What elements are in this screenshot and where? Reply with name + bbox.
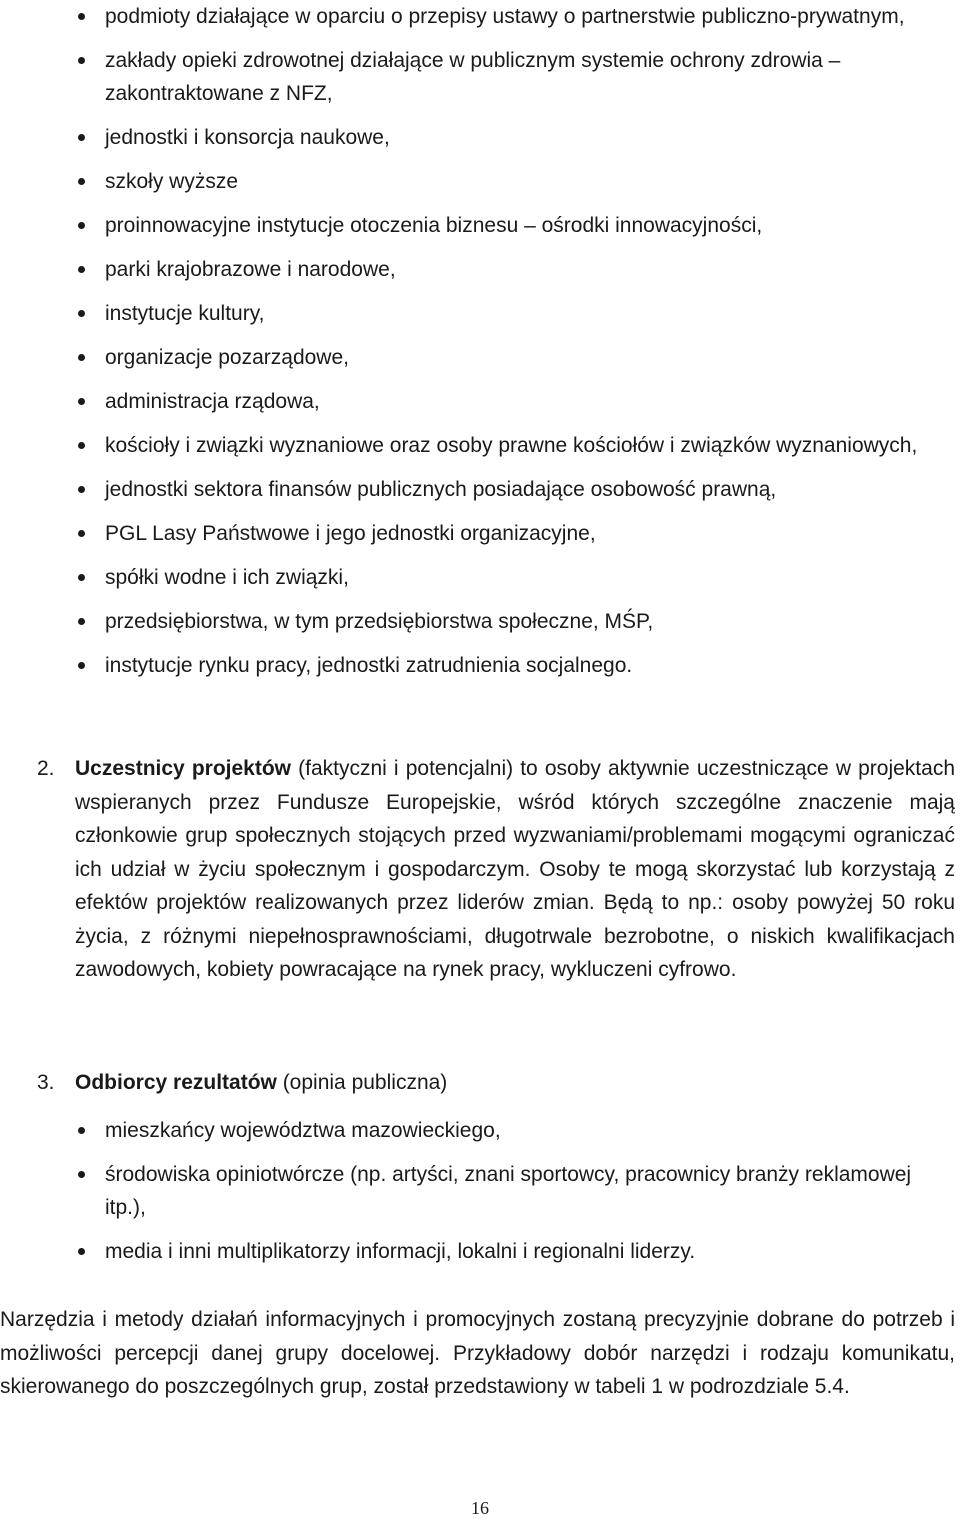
bullet-icon (78, 134, 85, 141)
item-text: (faktyczni i potencjalni) to osoby aktywnie uczestniczące w projektach wspieranych przez Fundusze Europejskie, wśród których szczególne znaczenie mają członkowie grup społecznych stojących przed wyzwaniami/problemami mogącymi ograniczać ich udział w życiu społecznym i gospodarczym. Osoby te mogą skorzystać lub korzystają z efektów projektów realizowanych przez liderów zmian. Będą to np.: osoby powyżej 50 roku życia, z różnymi niepełnosprawnościami, długotrwale bezrobotne, o niskich kwalifikacjach zawodowych, kobiety powracające na rynek pracy, wykluczeni cyfrowo. (75, 757, 955, 981)
list-item-text: podmioty działające w oparciu o przepisy ustawy o partnerstwie publiczno-prywatnym, (105, 5, 905, 28)
list-item (0, 1158, 960, 1224)
list-item (0, 473, 960, 506)
item-body (75, 752, 955, 987)
list-item-text: przedsiębiorstwa, w tym przedsiębiorstwa społeczne, MŚP, (105, 610, 654, 633)
eligible-entities-list (0, 0, 960, 693)
item-number: 3. (37, 1071, 55, 1094)
bullet-icon (78, 662, 85, 669)
bullet-icon (78, 618, 85, 625)
bullet-icon (78, 354, 85, 361)
list-item-text: media i inni multiplikatorzy informacji, lokalni i regionalni liderzy. (105, 1240, 696, 1263)
bullet-icon (78, 574, 85, 581)
bullet-icon (78, 178, 85, 185)
numbered-item-recipients (37, 1066, 955, 1100)
list-item (0, 44, 960, 110)
bullet-icon (78, 1127, 85, 1134)
item-heading: Uczestnicy projektów (75, 757, 292, 780)
list-item (0, 605, 960, 638)
bullet-icon (78, 310, 85, 317)
list-item (0, 0, 960, 33)
list-item (0, 1235, 960, 1268)
item-number: 2. (37, 757, 55, 780)
list-item (0, 121, 960, 154)
list-item (0, 341, 960, 374)
list-item (0, 385, 960, 418)
closing-paragraph: Narzędzia i metody działań informacyjnych i promocyjnych zostaną precyzyjnie dobrane do potrzeb i możliwości percepcji danej grupy docelowej. Przykładowy dobór narzędzi i rodzaju komunikatu, skierowanego do poszczególnych grup, został przedstawiony w tabeli 1 w podrozdziale 5.4. (0, 1308, 955, 1398)
list-item-text: parki krajobrazowe i narodowe, (105, 258, 396, 281)
list-item (0, 429, 960, 462)
list-item (0, 1114, 960, 1147)
list-item (0, 253, 960, 286)
list-item-text: kościoły i związki wyznaniowe oraz osoby prawne kościołów i związków wyznaniowych, (105, 434, 918, 457)
list-item-text: mieszkańcy województwa mazowieckiego, (105, 1119, 501, 1142)
list-item-text: jednostki i konsorcja naukowe, (105, 126, 390, 149)
list-item-text: instytucje rynku pracy, jednostki zatrudnienia socjalnego. (105, 654, 633, 677)
list-item (0, 561, 960, 594)
list-item (0, 517, 960, 550)
list-item (0, 209, 960, 242)
bullet-icon (78, 1171, 85, 1178)
list-item-text: zakłady opieki zdrowotnej działające w publicznym systemie ochrony zdrowia – zakontraktowane z NFZ, (105, 49, 841, 105)
bullet-icon (78, 486, 85, 493)
bullet-icon (78, 1248, 85, 1255)
bullet-icon (78, 13, 85, 20)
bullet-icon (78, 57, 85, 64)
list-item (0, 297, 960, 330)
list-item-text: jednostki sektora finansów publicznych posiadające osobowość prawną, (105, 478, 777, 501)
list-item-text: proinnowacyjne instytucje otoczenia biznesu – ośrodki innowacyjności, (105, 214, 763, 237)
bullet-icon (78, 222, 85, 229)
bullet-icon (78, 266, 85, 273)
recipients-list (0, 1114, 960, 1279)
list-item-text: PGL Lasy Państwowe i jego jednostki organizacyjne, (105, 522, 596, 545)
item-heading: Odbiorcy rezultatów (75, 1071, 277, 1094)
list-item-text: administracja rządowa, (105, 390, 320, 413)
list-item-text: środowiska opiniotwórcze (np. artyści, znani sportowcy, pracownicy branży reklamowej itp.), (105, 1163, 912, 1219)
item-body (75, 1066, 955, 1100)
list-item-text: instytucje kultury, (105, 302, 265, 325)
list-item-text: organizacje pozarządowe, (105, 346, 349, 369)
bullet-icon (78, 442, 85, 449)
list-item-text: szkoły wyższe (105, 170, 239, 193)
page-number: 16 (471, 1498, 489, 1518)
bullet-icon (78, 530, 85, 537)
bullet-icon (78, 398, 85, 405)
list-item (0, 165, 960, 198)
list-item-text: spółki wodne i ich związki, (105, 566, 349, 589)
item-text: (opinia publiczna) (276, 1071, 448, 1094)
list-item (0, 649, 960, 682)
numbered-item-participants (37, 752, 955, 987)
